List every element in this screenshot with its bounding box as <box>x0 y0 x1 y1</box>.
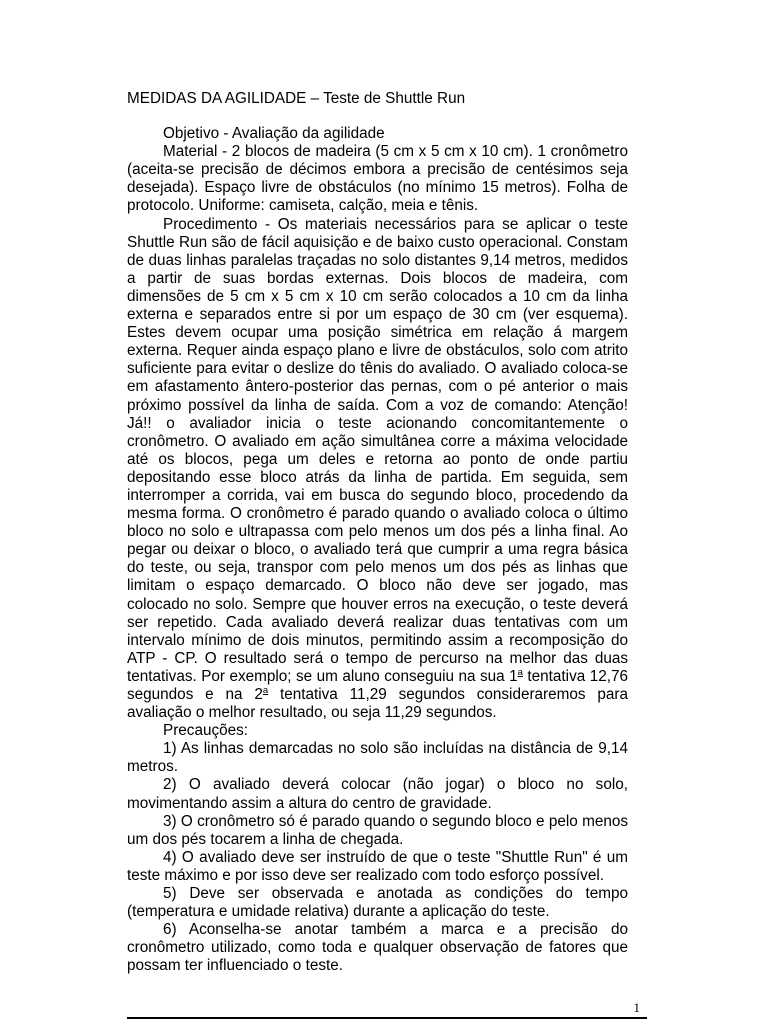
procedure-text-part2: tentativa 12,76 segundos e na 2 <box>127 667 628 703</box>
material-paragraph: Material - 2 blocos de madeira (5 cm x 5 cm x 10 cm). 1 cronômetro (aceita-se precisão de décimos embora a precisão de centésimos seja desejada). Espaço livre de obstáculos (no mínimo 15 metros). Folha de protocolo. Uniforme: camiseta, calção, meia e tênis. <box>127 143 628 215</box>
precautions-heading: Precauções: <box>163 722 249 740</box>
precaution-item-1: 1) As linhas demarcadas no solo são incluídas na distância de 9,14 metros. <box>127 740 628 776</box>
page-number: 1 <box>633 1000 640 1015</box>
ordinal-indicator-second: a <box>262 685 269 696</box>
objective-paragraph: Objetivo - Avaliação da agilidade <box>163 125 385 143</box>
document-title: MEDIDAS DA AGILIDADE – Teste de Shuttle Run <box>127 90 466 107</box>
footer-rule <box>127 1017 647 1019</box>
document-page <box>127 90 628 976</box>
precaution-item-5: 5) Deve ser observada e anotada as condições do tempo (temperatura e umidade relativa) durante a aplicação do teste. <box>127 885 628 921</box>
procedure-paragraph <box>127 216 628 723</box>
procedure-text-part1: Procedimento - Os materiais necessários para se aplicar o teste Shuttle Run são de fácil aquisição e de baixo custo operacional. Constam de duas linhas paralelas traçadas no solo distantes 9,14 metros, medidos a partir de suas bordas externas. Dois blocos de madeira, com dimensões de 5 cm x 5 cm x 10 cm serão colocados a 10 cm da linha externa e separados entre si por um espaço de 30 cm (ver esquema). Estes devem ocupar uma posição simétrica em relação á margem externa. Requer ainda espaço plano e livre de obstáculos, solo com atrito suficiente para evitar o deslize do tênis do avaliado. O avaliado coloca-se em afastamento ântero-posterior das pernas, com o pé anterior o mais próximo possível da linha de saída. Com a voz de comando: Atenção! Já!! o avaliador inicia o teste acionando concomitantemente o cronômetro. O avaliado em ação simultânea corre a máxima velocidade até os blocos, pega um deles e retorna ao ponto de onde partiu depositando esse bloco atrás da linha de partida. Em seguida, sem interromper a corrida, vai em busca do segundo bloco, procedendo da mesma forma. O cronômetro é parado quando o avaliado coloca o último bloco no solo e ultrapassa com pelo menos um dos pés a linha final. Ao pegar ou deixar o bloco, o avaliado terá que cumprir a uma regra básica do teste, ou seja, transpor com pelo menos um dos pés as linhas que limitam o espaço demarcado. O bloco não deve ser jogado, mas colocado no solo. Sempre que houver erros na execução, o teste deverá ser repetido. Cada avaliado deverá realizar duas tentativas com um intervalo mínimo de dois minutos, permitindo assim a recomposição do ATP - CP. O resultado será o tempo de percurso na melhor das duas tentativas. Por exemplo; se um aluno conseguiu na sua 1 <box>127 215 628 685</box>
procedure-text-part3: tentativa 11,29 segundos consideraremos para avaliação o melhor resultado, ou seja 11,29 segundos. <box>127 686 628 722</box>
precaution-item-3: 3) O cronômetro só é parado quando o segundo bloco e pelo menos um dos pés tocarem a linha de chegada. <box>127 812 628 848</box>
precaution-item-4: 4) O avaliado deve ser instruído de que o teste "Shuttle Run" é um teste máximo e por isso deve ser realizado com todo esforço possível. <box>127 848 628 884</box>
ordinal-indicator-first: a <box>517 666 523 678</box>
precaution-item-6: 6) Aconselha-se anotar também a marca e a precisão do cronômetro utilizado, como toda e qualquer observação de fatores que possam ter influenciado o teste. <box>127 921 628 975</box>
precaution-item-2: 2) O avaliado deverá colocar (não jogar) o bloco no solo, movimentando assim a altura do centro de gravidade. <box>127 776 628 812</box>
